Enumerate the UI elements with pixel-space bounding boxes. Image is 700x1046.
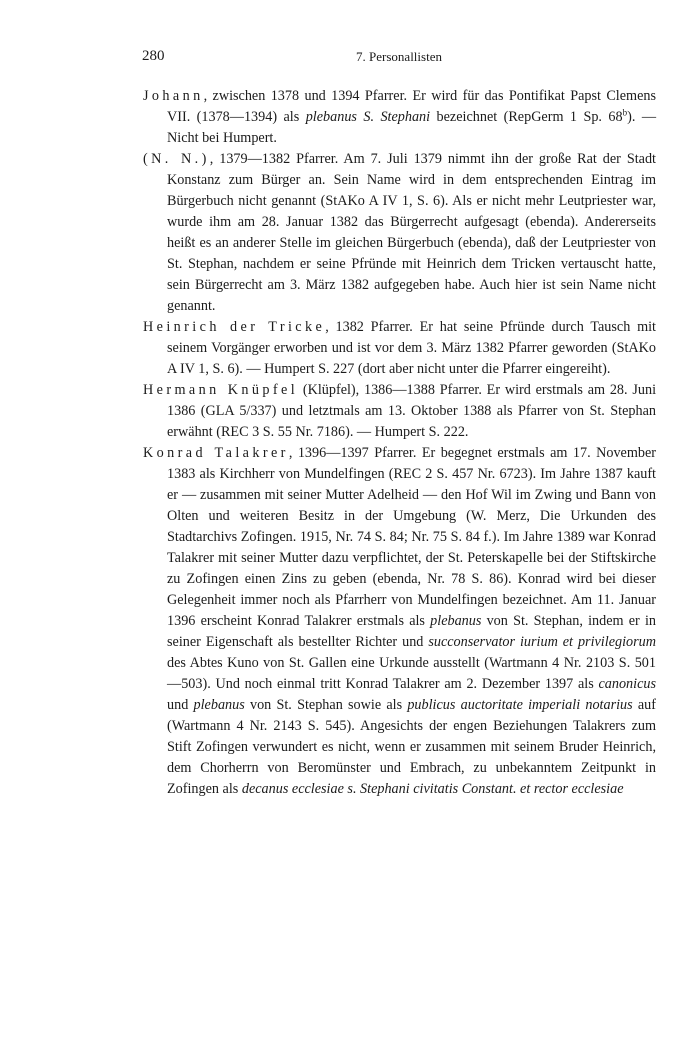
latin-term: plebanus: [193, 697, 245, 713]
latin-term: plebanus S. Stephani: [305, 109, 431, 125]
entry-text: , 1379—1382 Pfarrer. Am 7. Juli 1379 nimmt ihn der große Rat der Stadt Konstanz zum Bürger an. Sein Name wird in dem entsprechenden Eintrag im Bürgerbuch nicht genannt (StAKo A IV 1, S. 6). Als er nicht mehr Leutpriester war, wurde ihm am 28. Januar 1382 das Bürgerrecht aufgesagt (ebenda). Andererseits heißt es an anderer Stelle im gleichen Bürgerbuch (ebenda), daß der Leutpriester von St. Stephan, nachdem er seine Pfründe mit Heinrich dem Tricken vertauscht hatte, sein Bürgerrecht am 3. März 1382 aufgegeben habe. Auch hier ist sein Name nicht genannt.: [167, 151, 656, 314]
entry-text: , 1382 Pfarrer. Er hat seine Pfründe durch Tausch mit seinem Vorgänger erworben und ist vor dem 3. März 1382 Pfarrer geworden (StAKo A IV 1, S. 6). — Humpert S. 227 (dort aber nicht unter die Pfarrer eingereiht).: [167, 319, 656, 377]
latin-term: decanus ecclesiae s. Stephani civitatis Constant. et rector ecclesiae: [241, 781, 624, 797]
latin-term: succonservator iurium et privilegiorum: [428, 634, 656, 650]
person-name: Johann: [143, 88, 204, 104]
register-entry: [143, 86, 656, 149]
entry-text: , zwischen 1378 und 1394 Pfarrer. Er wird für das Pontifikat Papst Clemens VII. (1378—1394) als: [167, 88, 656, 125]
entry-text: ). — Nicht bei Humpert.: [167, 109, 657, 146]
register-entry: [143, 149, 656, 317]
person-name: (N. N.): [143, 151, 210, 167]
superscript: b: [622, 107, 628, 118]
entry-list: [143, 86, 656, 800]
entry-text: des Abtes Kuno von St. Gallen eine Urkunde ausstellt (Wartmann 4 Nr. 2103 S. 501—503). Und noch einmal tritt Konrad Talakrer am 2. Dezember 1397 als: [167, 655, 656, 692]
entry-text: von St. Stephan sowie als: [244, 697, 408, 713]
register-entry: [143, 317, 656, 380]
entry-text: (Klüpfel), 1386—1388 Pfarrer. Er wird erstmals am 28. Juni 1386 (GLA 5/337) und letztmals am 13. Oktober 1388 als Pfarrer von St. Stephan erwähnt (REC 3 S. 55 Nr. 7186). — Humpert S. 222.: [167, 382, 657, 440]
latin-term: plebanus: [430, 613, 482, 629]
person-name: Konrad Talakrer: [143, 445, 289, 461]
page-number: 280: [142, 48, 165, 64]
running-title: 7. Personallisten: [356, 49, 442, 64]
entry-text: und: [167, 697, 194, 713]
entry-text: bezeichnet (RepGerm 1 Sp. 68: [430, 109, 623, 125]
register-entry: [143, 443, 656, 800]
page-header: [142, 48, 656, 72]
entry-text: auf (Wartmann 4 Nr. 2143 S. 545). Angesichts der engen Beziehungen Talakrers zum Stift Zofingen verwundert es nicht, wenn er zusammen mit seinem Bruder Heinrich, dem Chorherrn von Beromünster und Embrach, zu unbekanntem Zeitpunkt in Zofingen als: [167, 697, 656, 797]
person-name: Hermann Knüpfel: [143, 382, 299, 398]
register-entry: [143, 380, 656, 443]
latin-term: publicus auctoritate imperiali notarius: [407, 697, 633, 713]
latin-term: canonicus: [598, 676, 656, 692]
entry-text: , 1396—1397 Pfarrer. Er begegnet erstmals am 17. November 1383 als Kirchherr von Mundelfingen (REC 2 S. 457 Nr. 6723). Im Jahre 1387 kauft er — zusammen mit seiner Mutter Adelheid — den Hof Wil im Zwing und Bann von Olten und weiteren Besitz in der Umgebung (W. Merz, Die Urkunden des Stadtarchivs Zofingen. 1915, Nr. 74 S. 84; Nr. 75 S. 84 f.). Im Jahre 1389 war Konrad Talakrer mit seiner Mutter dazu verpflichtet, der St. Peterskapelle bei der Stiftskirche zu Zofingen einen Zins zu geben (ebenda, Nr. 78 S. 86). Konrad wird bei dieser Gelegenheit immer noch als Pfarrherr von Mundelfingen bezeichnet. Am 11. Januar 1396 erscheint Konrad Talakrer erstmals als: [167, 445, 656, 629]
person-name: Heinrich der Tricke: [143, 319, 326, 335]
entry-text: von St. Stephan, indem er in seiner Eigenschaft als bestellter Richter und: [167, 613, 657, 650]
